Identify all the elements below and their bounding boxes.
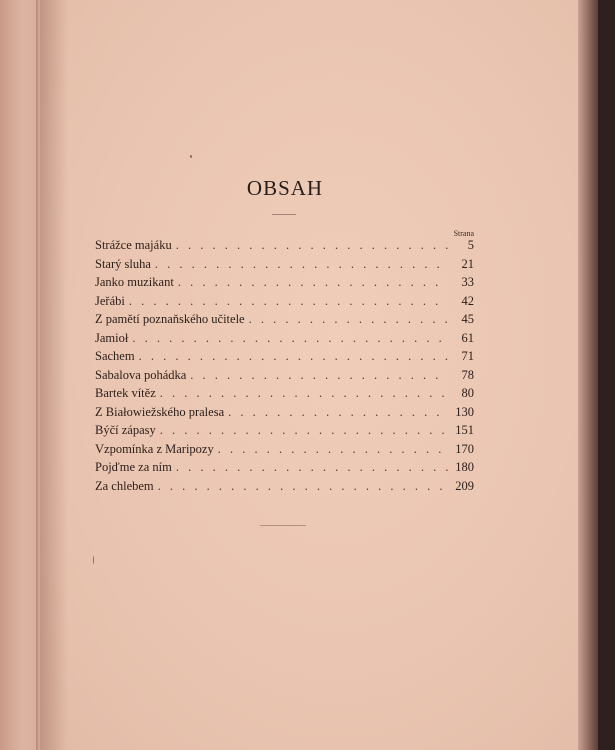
toc-entry-page: 180 bbox=[455, 460, 474, 474]
toc-entry-title: Bartek vítěz bbox=[95, 386, 156, 400]
dot-leader bbox=[129, 294, 448, 309]
dot-leader bbox=[228, 405, 448, 420]
toc-entry bbox=[95, 423, 474, 442]
toc-entry-page: 33 bbox=[461, 275, 474, 289]
toc-entry-title: Vzpomínka z Maripozy bbox=[95, 441, 214, 456]
toc-entry bbox=[95, 238, 474, 257]
end-divider bbox=[260, 525, 306, 526]
toc-entry-title: Starý sluha bbox=[95, 256, 151, 271]
toc-entry-title: Z pamětí poznaňského učitele bbox=[95, 312, 245, 326]
toc-entry-title: Strážce majáku bbox=[95, 238, 172, 252]
toc-entry bbox=[95, 479, 474, 498]
toc-entry bbox=[95, 331, 474, 350]
toc-entry-page: 45 bbox=[461, 312, 474, 326]
toc-entry-page: 5 bbox=[467, 238, 474, 252]
toc-entry-page: 151 bbox=[455, 423, 474, 437]
dot-leader bbox=[176, 460, 448, 475]
toc-entry-page: 80 bbox=[461, 386, 474, 400]
dot-leader bbox=[190, 368, 448, 383]
dot-leader bbox=[176, 238, 448, 253]
toc-entry-title: Jeřábi bbox=[95, 293, 125, 308]
table-of-contents bbox=[95, 238, 474, 497]
toc-entry bbox=[95, 312, 474, 331]
toc-entry-title: Jamioł bbox=[95, 330, 129, 345]
toc-entry-page: 61 bbox=[461, 330, 474, 345]
toc-entry bbox=[95, 349, 474, 368]
toc-entry-title: Za chlebem bbox=[95, 478, 154, 493]
dot-leader bbox=[218, 442, 448, 457]
toc-entry bbox=[95, 405, 474, 424]
dot-leader bbox=[178, 275, 448, 290]
dot-leader bbox=[160, 423, 448, 438]
toc-entry-page: 42 bbox=[461, 293, 474, 308]
toc-entry-title: Z Białowiežského pralesa bbox=[95, 404, 225, 419]
toc-entry bbox=[95, 294, 474, 313]
toc-entry-title: Janko muzikant bbox=[95, 275, 174, 289]
dot-leader bbox=[160, 386, 448, 401]
toc-entry bbox=[95, 442, 474, 461]
dot-leader bbox=[155, 257, 448, 272]
previous-page-edge bbox=[0, 0, 40, 750]
toc-entry bbox=[95, 257, 474, 276]
toc-entry-page: 21 bbox=[461, 256, 474, 271]
toc-entry bbox=[95, 275, 474, 294]
dot-leader bbox=[249, 312, 448, 327]
title-divider bbox=[272, 214, 296, 215]
toc-entry bbox=[95, 386, 474, 405]
gutter-shadow bbox=[40, 0, 68, 750]
dot-leader bbox=[132, 331, 448, 346]
toc-entry-title: Býčí zápasy bbox=[95, 423, 156, 437]
toc-entry-title: Pojďme za ním bbox=[95, 460, 172, 474]
toc-entry bbox=[95, 368, 474, 387]
dot-leader bbox=[158, 479, 448, 494]
dot-leader bbox=[139, 349, 448, 364]
page-stack-edge bbox=[578, 0, 598, 750]
page-title: OBSAH bbox=[246, 176, 324, 200]
paper-speck bbox=[93, 556, 94, 564]
toc-entry-page: 71 bbox=[461, 349, 474, 363]
toc-entry-title: Sachem bbox=[95, 349, 135, 363]
paper-speck bbox=[190, 155, 192, 158]
page-column-label: Strana bbox=[453, 229, 474, 238]
toc-entry-title: Sabalova pohádka bbox=[95, 367, 187, 382]
toc-entry-page: 130 bbox=[455, 404, 474, 419]
toc-entry-page: 209 bbox=[455, 478, 474, 493]
toc-entry-page: 78 bbox=[461, 367, 474, 382]
toc-entry-page: 170 bbox=[455, 441, 474, 456]
book-cover-edge bbox=[598, 0, 615, 750]
toc-entry bbox=[95, 460, 474, 479]
